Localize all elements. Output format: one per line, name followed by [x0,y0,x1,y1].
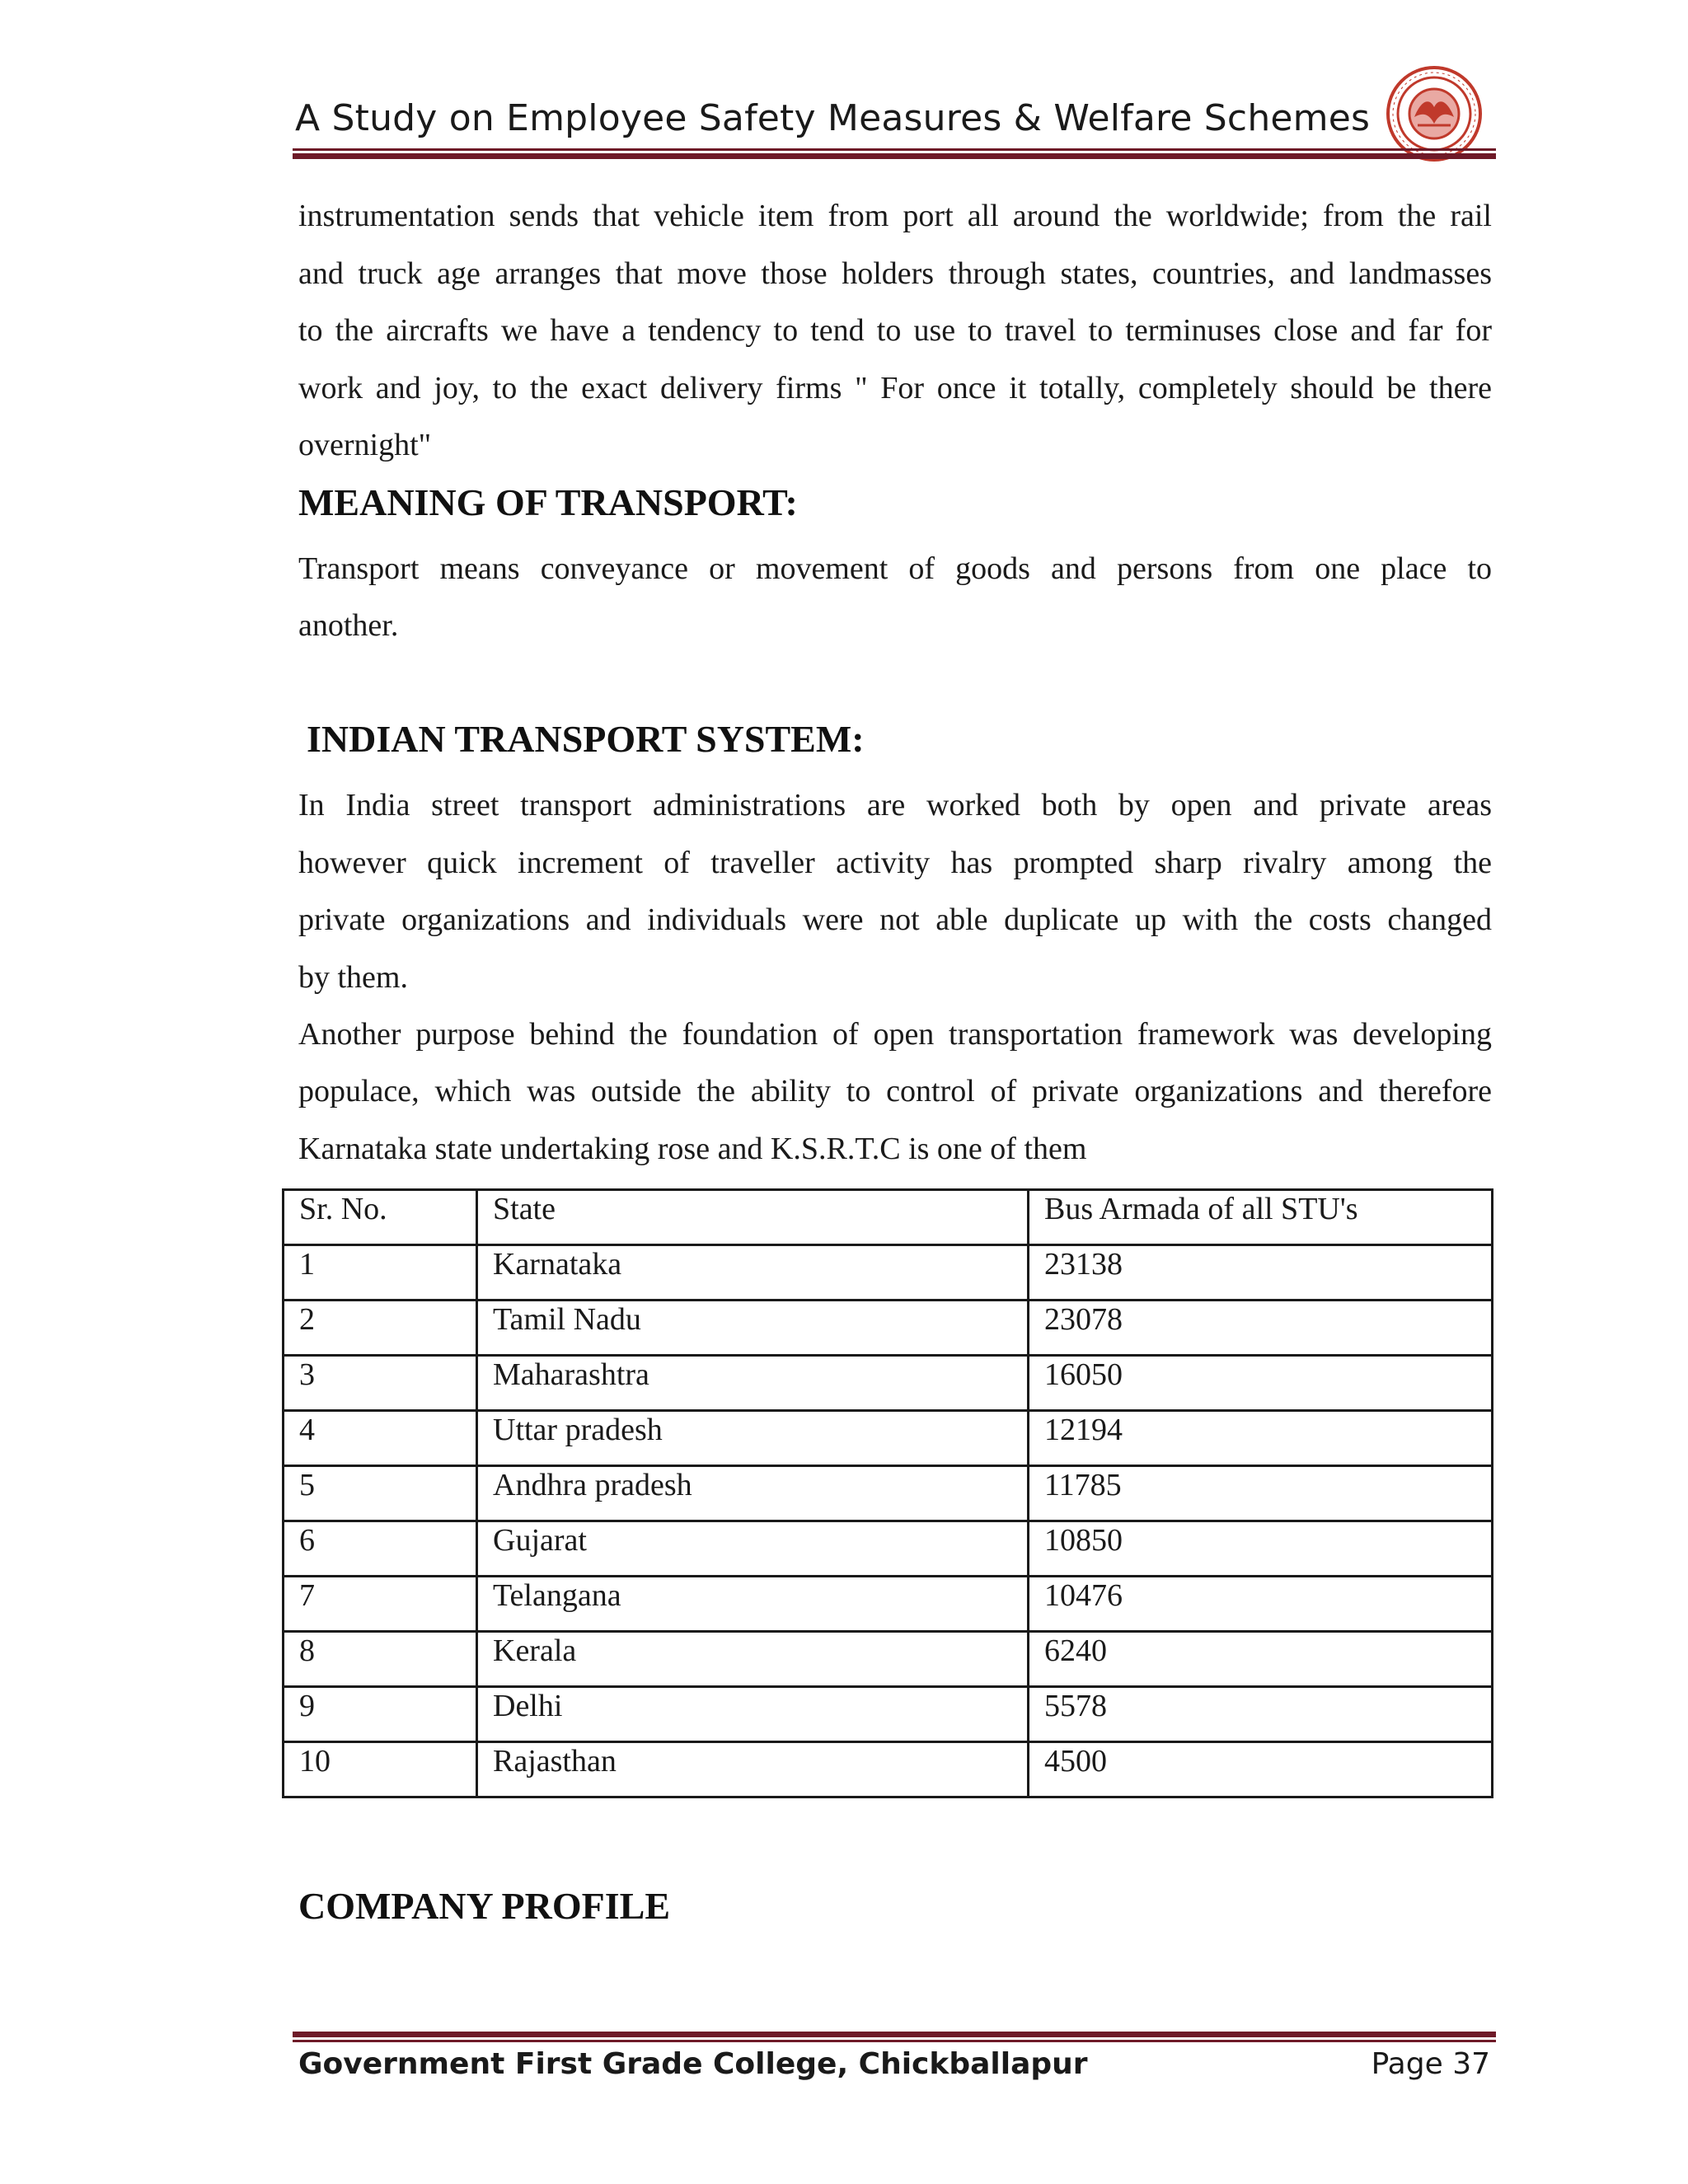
table-cell: 4500 [1029,1742,1493,1797]
indian-line: populace, which was outside the ability to control of private organizations and therefore [298,1074,1492,1108]
table-cell: 9 [284,1687,477,1742]
table-cell: Delhi [477,1687,1029,1742]
table-cell: 10476 [1029,1577,1493,1632]
table-row [284,1411,1493,1466]
header-divider [293,148,1496,160]
table-cell: Uttar pradesh [477,1411,1029,1466]
bus-fleet-table [282,1188,1493,1798]
table-row [284,1742,1493,1797]
intro-line: work and joy, to the exact delivery firms " For once it totally, completely should be there [298,371,1492,405]
indian-line: however quick increment of traveller activity has prompted sharp rivalry among the [298,846,1492,880]
indian-line: by them. [298,960,408,995]
table-cell: 2 [284,1301,477,1356]
table-row [284,1687,1493,1742]
table-row [284,1301,1493,1356]
table-cell: 3 [284,1356,477,1411]
table-cell: 10850 [1029,1521,1493,1577]
indian-line: private organizations and individuals were not able duplicate up with the costs changed [298,902,1492,937]
table-cell: 5578 [1029,1687,1493,1742]
table-cell: 6 [284,1521,477,1577]
indian-line: In India street transport administrations are worked both by open and private areas [298,788,1492,823]
meaning-line: another. [298,608,399,643]
meaning-line: Transport means conveyance or movement of goods and persons from one place to [298,551,1492,586]
table-cell: 12194 [1029,1411,1493,1466]
table-cell: Gujarat [477,1521,1029,1577]
table-cell: 8 [284,1632,477,1687]
table-cell: Tamil Nadu [477,1301,1029,1356]
table-row [284,1245,1493,1301]
heading-indian-transport-system: INDIAN TRANSPORT SYSTEM: [307,718,865,760]
table-row [284,1466,1493,1521]
running-header-title: A Study on Employee Safety Measures & Welfare Schemes [295,97,1371,139]
table-row [284,1521,1493,1577]
intro-line: overnight" [298,428,432,462]
indian-line: Another purpose behind the foundation of open transportation framework was developing [298,1017,1492,1052]
table-header-cell: State [477,1190,1029,1245]
table-cell: Karnataka [477,1245,1029,1301]
table-cell: 5 [284,1466,477,1521]
table-cell: 7 [284,1577,477,1632]
table-cell: 10 [284,1742,477,1797]
table-header-cell: Bus Armada of all STU's [1029,1190,1493,1245]
intro-line: to the aircrafts we have a tendency to tend to use to travel to terminuses close and far for [298,313,1492,348]
intro-line: instrumentation sends that vehicle item from port all around the worldwide; from the rail [298,199,1492,233]
table-cell: 23138 [1029,1245,1493,1301]
table-cell: Andhra pradesh [477,1466,1029,1521]
footer-divider [293,2032,1496,2043]
table-header-row [284,1190,1493,1245]
table-cell: 16050 [1029,1356,1493,1411]
table-row [284,1356,1493,1411]
page-number: Page 37 [1371,2047,1490,2081]
table-cell: 1 [284,1245,477,1301]
indian-line: Karnataka state undertaking rose and K.S.R.T.C is one of them [298,1132,1087,1166]
table-cell: Telangana [477,1577,1029,1632]
intro-line: and truck age arranges that move those holders through states, countries, and landmasses [298,256,1492,291]
table-cell: 4 [284,1411,477,1466]
table-cell: Maharashtra [477,1356,1029,1411]
table-row [284,1577,1493,1632]
footer-college-name: Government First Grade College, Chickballapur [298,2047,1088,2081]
table-cell: Rajasthan [477,1742,1029,1797]
heading-company-profile: COMPANY PROFILE [298,1885,671,1927]
table-cell: 11785 [1029,1466,1493,1521]
table-cell: 23078 [1029,1301,1493,1356]
table-header-cell: Sr. No. [284,1190,477,1245]
table-row [284,1632,1493,1687]
heading-meaning-of-transport: MEANING OF TRANSPORT: [298,481,798,523]
table-cell: Kerala [477,1632,1029,1687]
table-cell: 6240 [1029,1632,1493,1687]
